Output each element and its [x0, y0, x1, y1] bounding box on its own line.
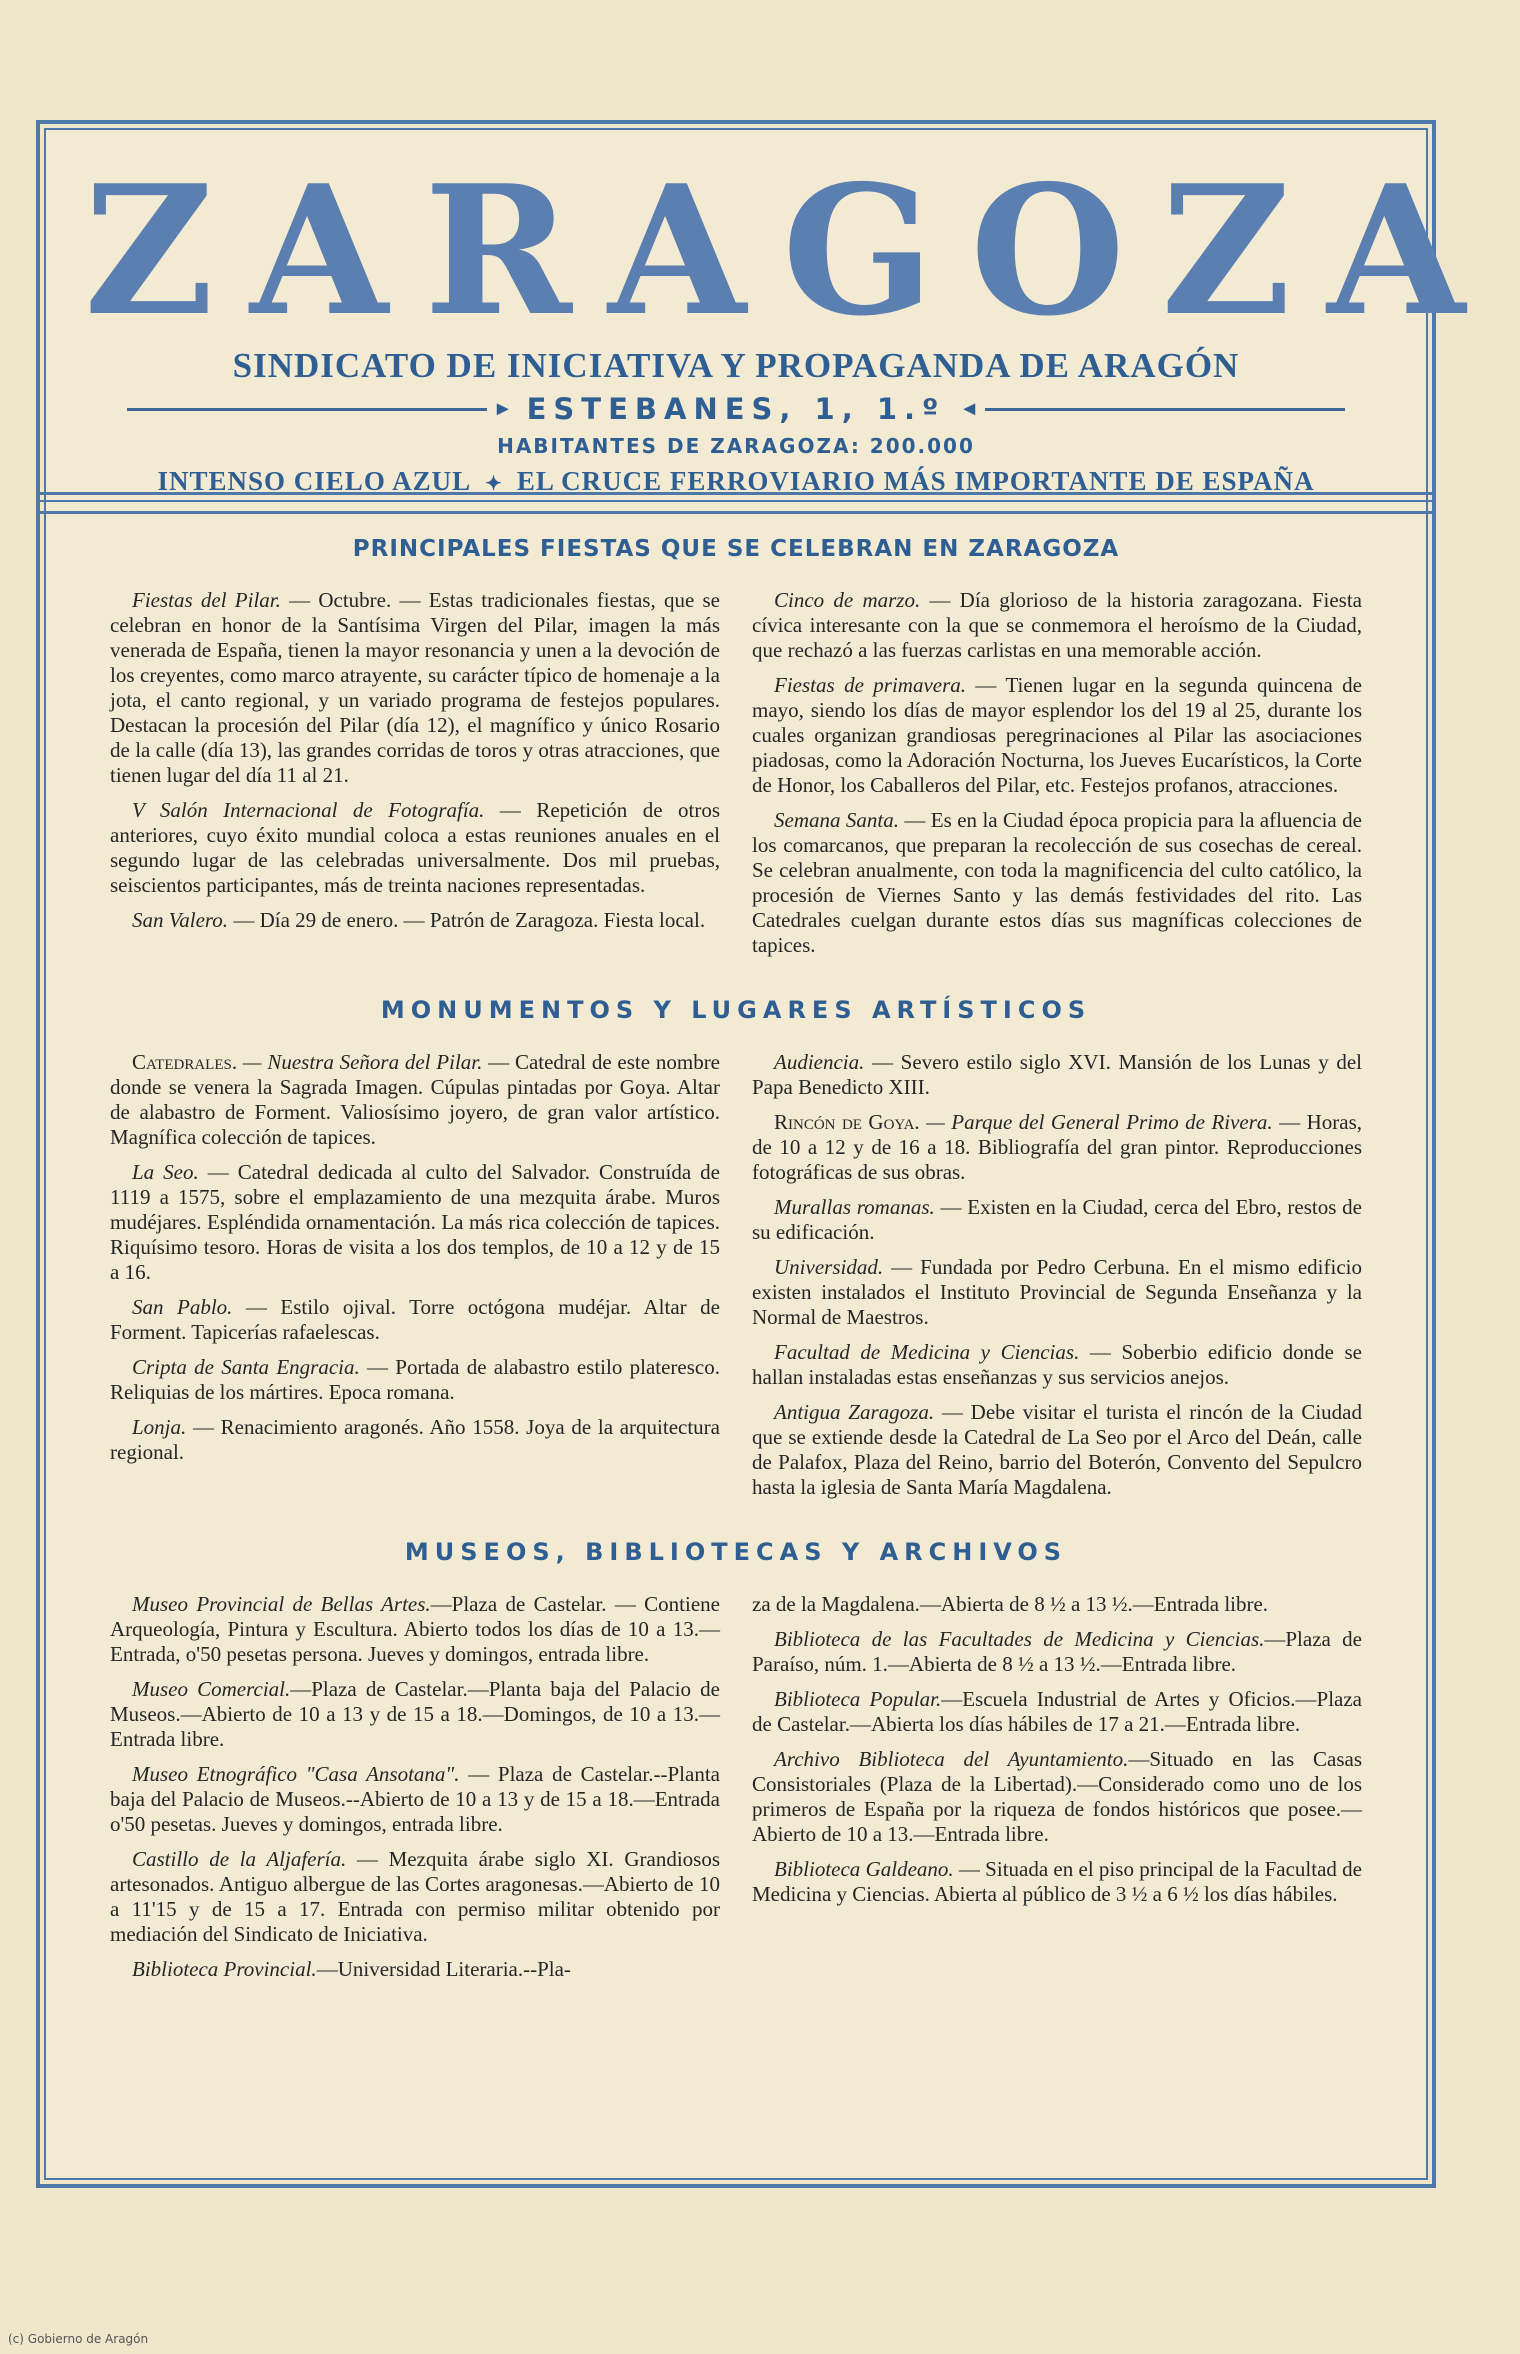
entry — [752, 588, 1362, 663]
entry-text: — Fundada por Pedro Cerbuna. En el mismo edificio existen instalados el Instituto Provincial de Segunda Enseñanza y la Normal de Maestros. — [752, 1255, 1362, 1329]
address: ESTEBANES, 1, 1.º — [526, 392, 946, 426]
entry-name: Biblioteca de las Facultades de Medicina y Ciencias. — [774, 1627, 1265, 1651]
entry-text: — Catedral dedicada al culto del Salvador. Construída de 1119 a 1575, sobre el emplazamiento de una mezquita árabe. Muros mudéjares. Espléndida ornamentación. La más rica colección de tapices. Riquísimo tesoro. Horas de visita a los dos templos, de 10 a 12 y de 15 a 16. — [110, 1160, 720, 1284]
entry-name: San Pablo. — [132, 1295, 233, 1319]
fiestas-columns — [110, 588, 1362, 968]
subtitle: SINDICATO DE INICIATIVA Y PROPAGANDA DE ARAGÓN — [232, 346, 1240, 385]
entry-name: Archivo Biblioteca del Ayuntamiento. — [774, 1747, 1129, 1771]
poster-header — [54, 138, 1502, 512]
entry — [752, 1857, 1362, 1907]
entry — [752, 1340, 1362, 1390]
entry — [110, 1592, 720, 1667]
section-fiestas — [110, 536, 1362, 968]
entry-name: Cripta de Santa Engracia. — [132, 1355, 360, 1379]
entry-text: — Plaza de Castelar.--Planta baja del Palacio de Museos.--Abierto de 10 a 13 y de 15 a 18.—Entrada o'50 pesetas. Jueves y domingos, entrada libre. — [110, 1762, 720, 1836]
entry — [752, 1627, 1362, 1677]
header-divider — [40, 492, 1432, 514]
museos-continuation: za de la Magdalena.—Abierta de 8 ½ a 13 ½.—Entrada libre. — [752, 1592, 1269, 1616]
entry — [110, 1847, 720, 1947]
entry-name: Castillo de la Aljafería. — [132, 1847, 347, 1871]
entry-text: —Plaza de Castelar. — Contiene Arqueología, Pintura y Escultura. Abierto todos los días de 10 a 13.—Entrada, o'50 pesetas persona. Jueves y domingos, entrada libre. — [110, 1592, 720, 1666]
entry — [110, 588, 720, 788]
entry — [752, 1050, 1362, 1100]
entry — [110, 1355, 720, 1405]
entry-text: — Repetición de otros anteriores, cuyo éxito mundial coloca a estas reuniones anuales en el segundo lugar de las celebradas universalmente. Dos mil pruebas, seiscientos participantes, más de treinta naciones representadas. — [110, 798, 720, 897]
rule-left — [127, 408, 487, 411]
fiestas-right-column — [752, 588, 1362, 968]
inhabitants: HABITANTES DE ZARAGOZA: 200.000 — [497, 434, 975, 458]
credit: (c) Gobierno de Aragón — [8, 2332, 149, 2346]
entry-text: — Portada de alabastro estilo plateresco. Reliquias de los mártires. Epoca romana. — [110, 1355, 720, 1404]
content — [110, 536, 1362, 2020]
arrow-right-icon: ► — [492, 397, 513, 420]
entry-name: Semana Santa. — [774, 808, 899, 832]
entry-text: — Mezquita árabe siglo XI. Grandiosos artesonados. Antiguo albergue de las Cortes aragonesas.—Abierto de 10 a 11'15 y de 15 a 17. Entrada con permiso militar obtenido por mediación del Sindicato de Iniciativa. — [110, 1847, 721, 1946]
section-museos — [110, 1538, 1362, 1992]
entry — [752, 1195, 1362, 1245]
entry-prefix: Rincón de Goya. — [774, 1110, 920, 1134]
entry-text: —Plaza de Paraíso, núm. 1.—Abierta de 8 ½ a 13 ½.—Entrada libre. — [752, 1627, 1362, 1676]
entry-name: Antigua Zaragoza. — [774, 1400, 935, 1424]
section-monumentos — [110, 996, 1362, 1510]
entry — [752, 1110, 1362, 1185]
entry-name: Biblioteca Provincial. — [132, 1957, 317, 1981]
entry — [110, 798, 720, 898]
entry-text: — Soberbio edificio donde se hallan instaladas estas enseñanzas y sus servicios anejos. — [752, 1340, 1362, 1389]
entry-text: — Horas, de 10 a 12 y de 16 a 18. Bibliografía del gran pintor. Reproducciones fotográficas de sus obras. — [752, 1110, 1363, 1184]
entry — [752, 808, 1362, 958]
entry-text: — Existen en la Ciudad, cerca del Ebro, restos de su edificación. — [752, 1195, 1362, 1244]
entry — [110, 1415, 720, 1465]
monumentos-columns — [110, 1050, 1362, 1510]
section-title-fiestas: PRINCIPALES FIESTAS QUE SE CELEBRAN EN ZARAGOZA — [352, 536, 1120, 562]
entry-prefix: Catedrales. — [132, 1050, 238, 1074]
entry-text: — Estilo ojival. Torre octógona mudéjar. Altar de Forment. Tapicerías rafaelescas. — [110, 1295, 720, 1344]
poster-frame — [36, 120, 1502, 2188]
entry-name: Museo Etnográfico "Casa Ansotana". — [132, 1762, 460, 1786]
entry-text: — Renacimiento aragonés. Año 1558. Joya de la arquitectura regional. — [110, 1415, 720, 1464]
entry — [110, 1295, 720, 1345]
entry-text: —Plaza de Castelar.—Planta baja del Palacio de Museos.—Abierto de 10 a 13 y de 15 a 18.—Domingos, de 10 a 13.—Entrada libre. — [110, 1677, 720, 1751]
section-title-museos: MUSEOS, BIBLIOTECAS Y ARCHIVOS — [404, 1538, 1068, 1566]
entry — [752, 673, 1362, 798]
entry-text: — Severo estilo siglo XVI. Mansión de los Lunas y del Papa Benedicto XIII. — [752, 1050, 1362, 1099]
entry — [110, 1050, 720, 1150]
fiestas-left-column — [110, 588, 720, 968]
entry-name: Murallas romanas. — [774, 1195, 935, 1219]
entry-name: — Nuestra Señora del Pilar. — [237, 1050, 483, 1074]
main-title: ZARAGOZA — [84, 146, 1502, 355]
entry-text: —Escuela Industrial de Artes y Oficios.—Plaza de Castelar.—Abierta los días hábiles de 17 a 21.—Entrada libre. — [752, 1687, 1362, 1736]
entry — [752, 1255, 1362, 1330]
entry — [110, 1762, 720, 1837]
entry-name: — Parque del General Primo de Rivera. — [919, 1110, 1273, 1134]
arrow-left-icon: ◄ — [959, 397, 980, 420]
entry-name: Facultad de Medicina y Ciencias. — [774, 1340, 1080, 1364]
entry-name: Fiestas de primavera. — [774, 673, 967, 697]
entry-name: San Valero. — [132, 908, 229, 932]
entry-text: — Día glorioso de la historia zaragozana. Fiesta cívica interesante con la que se conmemora el heroísmo de la Ciudad, que rechazó a las fuerzas carlistas en una memorable acción. — [752, 588, 1362, 662]
entry-name: Cinco de marzo. — [774, 588, 921, 612]
entry — [752, 1747, 1362, 1847]
rule-right — [985, 408, 1345, 411]
entry-text: — Catedral de este nombre donde se venera la Sagrada Imagen. Cúpulas pintadas por Goya. Altar de alabastro de Forment. Valiosísimo joyero, de gran valor artístico. Magnífica colección de tapices. — [110, 1050, 721, 1149]
entry-name: Audiencia. — [774, 1050, 865, 1074]
address-row — [54, 392, 1418, 426]
entry-name: Biblioteca Popular. — [774, 1687, 942, 1711]
entry — [752, 1687, 1362, 1737]
monumentos-left-column — [110, 1050, 720, 1510]
star-separator-icon: ✦ — [485, 473, 503, 495]
motto-right: EL CRUCE FERROVIARIO MÁS IMPORTANTE DE ESPAÑA — [516, 466, 1315, 496]
entry — [752, 1400, 1362, 1500]
entry-text: — Octubre. — Estas tradicionales fiestas, que se celebran en honor de la Santísima Virgen del Pilar, imagen la más venerada de España, tienen la mayor resonancia y unen a la devoción de los creyentes, como marco atrayente, su carácter típico de homenaje a la jota, el canto regional, y un variado programa de festejos populares. Destacan la procesión del Pilar (día 12), el magnífico y único Rosario de la calle (día 13), las grandes corridas de toros y otras atracciones, que tienen lugar del día 11 al 21. — [110, 588, 720, 787]
entry-name: La Seo. — [132, 1160, 199, 1184]
entry-text: — Es en la Ciudad época propicia para la afluencia de los comarcanos, que preparan la recolección de sus cosechas de cereal. Se celebran anualmente, con toda la magnificencia del culto católico, la procesión de Viernes Santo y las demás festividades del rito. Las Catedrales cuelgan durante estos días sus magníficas colecciones de tapices. — [752, 808, 1362, 957]
entry-name: Lonja. — [132, 1415, 187, 1439]
motto-left: INTENSO CIELO AZUL — [157, 466, 472, 496]
museos-right-column — [752, 1592, 1362, 1992]
entry — [110, 1957, 720, 1982]
section-title-monumentos: MONUMENTOS Y LUGARES ARTÍSTICOS — [380, 996, 1092, 1024]
entry — [110, 1677, 720, 1752]
entry-name: Museo Comercial. — [132, 1677, 291, 1701]
entry-text: — Debe visitar el turista el rincón de la Ciudad que se extiende desde la Catedral de La Seo por el Arco del Deán, calle de Palafox, Plaza del Reino, barrio del Boterón, Convento del Sepulcro hasta la iglesia de Santa María Magdalena. — [752, 1400, 1362, 1499]
entry-text: — Situada en el piso principal de la Facultad de Medicina y Ciencias. Abierta al público de 3 ½ a 6 ½ los días hábiles. — [752, 1857, 1363, 1906]
entry-name: V Salón Internacional de Fotografía. — [132, 798, 485, 822]
entry-name: Fiestas del Pilar. — [132, 588, 281, 612]
museos-left-column — [110, 1592, 720, 1992]
monumentos-right-column — [752, 1050, 1362, 1510]
entry-name: Biblioteca Galdeano. — [774, 1857, 954, 1881]
entry — [110, 908, 720, 933]
entry-text: — Tienen lugar en la segunda quincena de mayo, siendo los días de mayor esplendor los del 19 al 25, durante los cuales organizan grandiosas peregrinaciones al Pilar las asociaciones piadosas, como la Adoración Nocturna, los Jueves Eucarísticos, la Corte de Honor, los Caballeros del Pilar, etc. Festejos profanos, atracciones. — [752, 673, 1362, 797]
entry-text: —Situado en las Casas Consistoriales (Plaza de la Libertad).—Considerado como uno de los primeros de España por la riqueza de fondos históricos que posee.—Abierto de 10 a 13.—Entrada libre. — [752, 1747, 1363, 1846]
entry-name: Museo Provincial de Bellas Artes. — [132, 1592, 431, 1616]
entry-text: — Día 29 de enero. — Patrón de Zaragoza. Fiesta local. — [228, 908, 706, 932]
entry-name: Universidad. — [774, 1255, 884, 1279]
museos-columns — [110, 1592, 1362, 1992]
entry — [110, 1160, 720, 1285]
entry-text: —Universidad Literaria.--Pla- — [316, 1957, 571, 1981]
